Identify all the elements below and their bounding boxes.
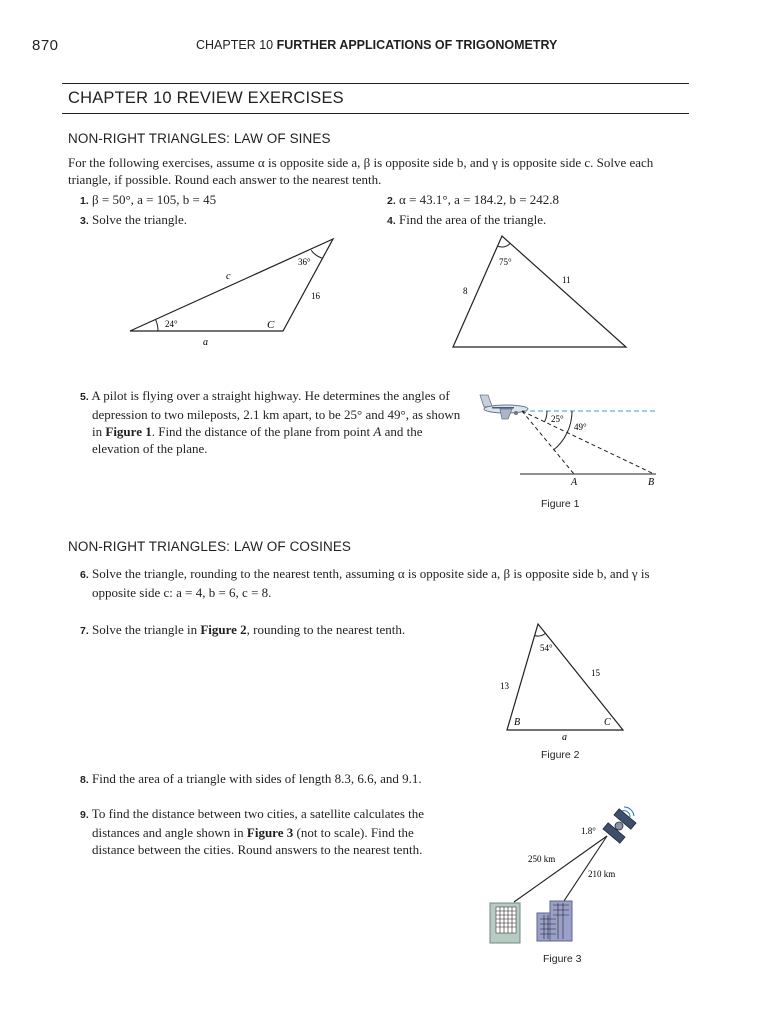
chapter-title: CHAPTER 10 REVIEW EXERCISES <box>68 89 344 107</box>
exercise-5-text-3: and the elevation of the plane. <box>92 424 423 456</box>
exercise-5 <box>80 387 464 457</box>
angle-arc-54 <box>535 633 546 636</box>
exercise-1 <box>80 191 216 210</box>
page-number: 870 <box>32 37 59 54</box>
label-angle-36: 36° <box>298 257 311 267</box>
triangle-exercise-4 <box>445 228 635 352</box>
label-side-a: a <box>203 337 208 348</box>
section-title-law-of-sines: NON-RIGHT TRIANGLES: LAW OF SINES <box>68 131 331 146</box>
exercise-9-figure-link: Figure 3 <box>246 825 294 840</box>
exercise-6-text: Solve the triangle, rounding to the nearest tenth, assuming α is opposite side a, β is opposite side b, and γ is opposite side c: a = 4, b = 6, c = 8. <box>92 566 650 600</box>
exercise-7-figure-link: Figure 2 <box>200 622 247 637</box>
triangle-exercise-3 <box>120 232 350 352</box>
satellite-icon <box>603 807 636 843</box>
exercise-4-text: Find the area of the triangle. <box>399 212 547 227</box>
label-vertex-b: B <box>514 717 521 728</box>
figure-1 <box>478 385 660 490</box>
label-side-16: 16 <box>311 291 320 301</box>
exercise-2 <box>387 191 559 210</box>
exercise-5-number: 5. <box>80 391 89 403</box>
label-angle-54: 54° <box>540 643 553 653</box>
running-head-title: FURTHER APPLICATIONS OF TRIGONOMETRY <box>276 38 558 52</box>
exercise-5-point-a: A <box>373 424 382 439</box>
angle-arc-75 <box>498 243 511 247</box>
label-vertex-c: C <box>604 717 611 728</box>
exercise-5-figure-link: Figure 1 <box>105 424 152 439</box>
label-distance-250: 250 km <box>528 854 556 864</box>
exercise-9 <box>80 805 442 858</box>
exercise-7 <box>80 621 405 640</box>
label-side-a: a <box>562 732 567 743</box>
exercise-4-number: 4. <box>387 215 396 227</box>
label-vertex-c: C <box>267 319 275 331</box>
label-distance-210: 210 km <box>588 869 616 879</box>
city-1-building-icon <box>490 903 520 943</box>
label-side-13: 13 <box>500 681 509 691</box>
figure-1-caption: Figure 1 <box>541 498 580 510</box>
label-angle-75: 75° <box>499 257 512 267</box>
exercise-8-number: 8. <box>80 774 89 786</box>
exercise-2-number: 2. <box>387 195 396 207</box>
exercise-5-text-2: . Find the distance of the plane from point <box>151 424 374 439</box>
airplane-icon <box>480 395 528 419</box>
exercise-1-number: 1. <box>80 195 89 207</box>
exercise-8-text: Find the area of a triangle with sides of length 8.3, 6.6, and 9.1. <box>92 771 422 786</box>
section1-instructions: For the following exercises, assume α is opposite side a, β is opposite side b, and γ is opposite side c. Solve each triangle, if possible. Round each answer to the nearest tenth. <box>68 155 654 187</box>
bottom-rule <box>62 113 689 114</box>
exercise-9-text-1: To find the distance between two cities, a satellite calculates the distances and angle shown in <box>91 806 425 840</box>
exercise-7-text-2: , rounding to the nearest tenth. <box>246 622 406 637</box>
exercise-9-number: 9. <box>80 809 89 821</box>
exercise-3-number: 3. <box>80 215 89 227</box>
running-head <box>196 38 557 52</box>
label-side-15: 15 <box>591 668 600 678</box>
label-side-c: c <box>226 271 231 282</box>
exercise-6-number: 6. <box>80 569 89 581</box>
label-point-b: B <box>648 477 655 488</box>
triangle-3-outline <box>130 239 333 331</box>
running-head-chapter: CHAPTER 10 <box>196 38 274 52</box>
figure-2 <box>496 618 636 746</box>
figure-2-caption: Figure 2 <box>541 749 580 761</box>
exercise-1-text: β = 50°, a = 105, b = 45 <box>92 192 217 207</box>
label-side-11: 11 <box>562 275 571 285</box>
top-rule <box>62 83 689 84</box>
section-title-law-of-cosines: NON-RIGHT TRIANGLES: LAW OF COSINES <box>68 539 352 554</box>
exercise-8 <box>80 770 422 789</box>
exercise-2-text: α = 43.1°, a = 184.2, b = 242.8 <box>399 192 560 207</box>
label-angle-24: 24° <box>165 319 178 329</box>
label-angle-49: 49° <box>574 422 587 432</box>
exercise-7-number: 7. <box>80 625 89 637</box>
exercise-7-text-1: Solve the triangle in <box>92 622 201 637</box>
exercise-5-text-1: A pilot is flying over a straight highway. He determines the angles of depression to two mileposts, 2.1 km apart, to be 25° and 49°, as shown in <box>91 388 461 439</box>
exercise-9-text-2: (not to scale). Find the distance between the cities. Round answers to the nearest tenth. <box>92 825 423 857</box>
angle-arc-25 <box>545 411 548 422</box>
figure-3-caption: Figure 3 <box>543 953 582 965</box>
angle-arc-36 <box>311 250 322 258</box>
triangle-fig2-outline <box>507 624 623 730</box>
sight-line-a <box>522 411 574 474</box>
triangle-4-outline <box>453 236 626 347</box>
angle-arc-24 <box>156 320 158 331</box>
city-2-building-icon <box>537 901 572 941</box>
label-side-8: 8 <box>463 286 468 296</box>
label-angle-25: 25° <box>551 414 564 424</box>
figure-3 <box>484 803 644 948</box>
label-point-a: A <box>571 477 578 488</box>
exercise-3-text: Solve the triangle. <box>92 212 187 227</box>
label-angle-1-8: 1.8° <box>581 826 596 836</box>
exercise-6 <box>80 565 662 601</box>
exercise-3 <box>80 211 187 230</box>
sight-line-b <box>522 411 654 474</box>
